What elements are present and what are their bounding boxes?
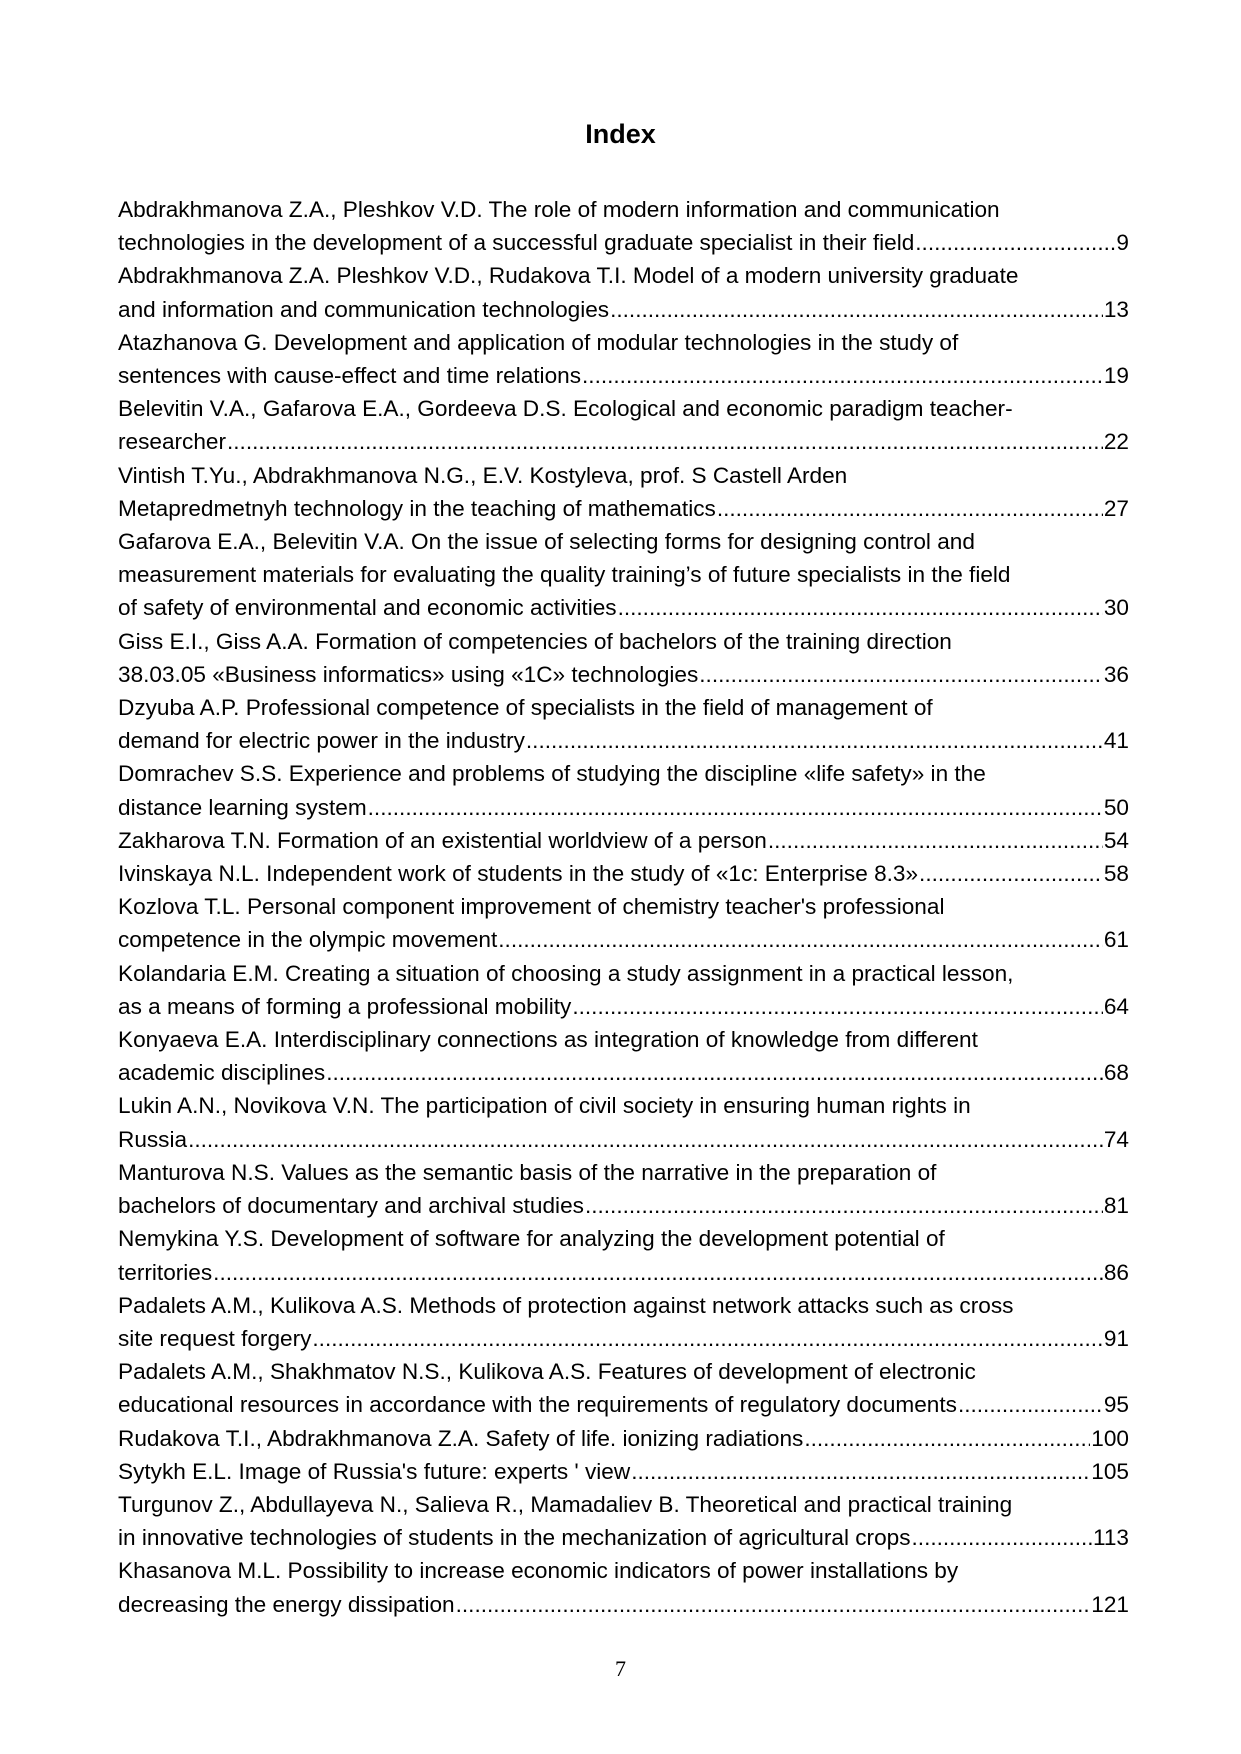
index-entry-line: measurement materials for evaluating the quality training’s of future specialists in the field (118, 562, 1011, 588)
index-entry-page: 9 (1116, 230, 1129, 256)
index-entry-text: decreasing the energy dissipation (118, 1591, 455, 1617)
index-entry-text: of safety of environmental and economic activities (118, 595, 617, 621)
dot-leader (919, 857, 1103, 890)
index-entry (118, 757, 1129, 823)
index-entry (118, 857, 1129, 890)
index-entry-text: Russia (118, 1126, 188, 1152)
index-entry-last-line (118, 1056, 1129, 1089)
index-entry (118, 890, 1129, 956)
index-entry-line: Belevitin V.A., Gafarova E.A., Gordeeva D.S. Ecological and economic paradigm teacher- (118, 396, 1013, 422)
index-entry (118, 1488, 1129, 1554)
dot-leader (213, 1256, 1103, 1289)
index-entry (118, 392, 1129, 458)
index-entry-line: Padalets A.M., Shakhmatov N.S., Kulikova A.S. Features of development of electronic (118, 1359, 976, 1385)
dot-leader (572, 990, 1103, 1023)
index-entry-last-line (118, 226, 1129, 259)
index-entry-line: Kolandaria E.M. Creating a situation of choosing a study assignment in a practical lesson, (118, 960, 1014, 986)
index-entry-page: 41 (1103, 728, 1129, 754)
index-entry-page: 81 (1103, 1193, 1129, 1219)
index-entry-text: educational resources in accordance with the requirements of regulatory documents (118, 1392, 957, 1418)
index-entry-last-line (118, 1189, 1129, 1222)
index-entry (118, 1023, 1129, 1089)
index-entry-page: 61 (1103, 927, 1129, 953)
index-entry-last-line (118, 1521, 1129, 1554)
index-entry-page: 113 (1092, 1525, 1129, 1551)
index-entry-line: Abdrakhmanova Z.A., Pleshkov V.D. The role of modern information and communication (118, 197, 1000, 222)
index-entry-text: technologies in the development of a successful graduate specialist in their field (118, 230, 915, 256)
index-entry-text: distance learning system (118, 794, 367, 820)
index-entry-text: site request forgery (118, 1325, 312, 1351)
index-entry-page: 91 (1103, 1325, 1129, 1351)
index-entry (118, 259, 1129, 325)
index-entry-line: Manturova N.S. Values as the semantic basis of the narrative in the preparation of (118, 1159, 937, 1185)
index-entry-line: Gafarova E.A., Belevitin V.A. On the issue of selecting forms for designing control and (118, 529, 975, 555)
index-entry-page: 64 (1103, 993, 1129, 1019)
dot-leader (326, 1056, 1103, 1089)
index-entry (118, 1422, 1129, 1455)
index-entry-last-line (118, 591, 1129, 624)
index-entry-page: 74 (1103, 1126, 1129, 1152)
index-entry-line: Turgunov Z., Abdullayeva N., Salieva R., Mamadaliev B. Theoretical and practical training (118, 1491, 1013, 1517)
index-entry-text: Zakharova T.N. Formation of an existential worldview of a person (118, 827, 767, 853)
index-entry-line: Padalets A.M., Kulikova A.S. Methods of protection against network attacks such as cross (118, 1292, 1014, 1318)
index-entry (118, 193, 1129, 259)
dot-leader (699, 658, 1103, 691)
index-entry-text: Rudakova T.I., Abdrakhmanova Z.A. Safety of life. ionizing radiations (118, 1425, 804, 1451)
index-entry-text: 38.03.05 «Business informatics» using «1C» technologies (118, 661, 699, 687)
index-entry (118, 1156, 1129, 1222)
index-entry-line: Lukin A.N., Novikova V.N. The participation of civil society in ensuring human rights in (118, 1093, 971, 1119)
index-entry-page: 95 (1103, 1392, 1129, 1418)
index-entry-page: 105 (1091, 1458, 1129, 1484)
index-entry-text: academic disciplines (118, 1060, 326, 1086)
index-entry (118, 525, 1129, 625)
index-entry-last-line (118, 1455, 1129, 1488)
index-entry-line: Konyaeva E.A. Interdisciplinary connections as integration of knowledge from different (118, 1027, 978, 1053)
dot-leader (958, 1388, 1103, 1421)
index-entry-last-line (118, 293, 1129, 326)
index-entry-line: Vintish T.Yu., Abdrakhmanova N.G., E.V. Kostyleva, prof. S Castell Arden (118, 462, 848, 488)
index-entry-line: Giss E.I., Giss A.A. Formation of competencies of bachelors of the training direction (118, 628, 952, 654)
dot-leader (585, 1189, 1103, 1222)
index-entry-text: Metapredmetnyh technology in the teaching of mathematics (118, 495, 716, 521)
index-entry-text: competence in the olympic movement (118, 927, 498, 953)
index-entry (118, 691, 1129, 757)
index-entry-line: Kozlova T.L. Personal component improvement of chemistry teacher's professional (118, 894, 945, 920)
index-entry-text: demand for electric power in the industry (118, 728, 525, 754)
index-entry-last-line (118, 990, 1129, 1023)
index-entry-page: 36 (1103, 661, 1129, 687)
index-entry-text: bachelors of documentary and archival studies (118, 1193, 584, 1219)
index-entry-line: Domrachev S.S. Experience and problems of studying the discipline «life safety» in the (118, 761, 986, 787)
index-entry (118, 1089, 1129, 1155)
index-entry-text: as a means of forming a professional mobility (118, 993, 572, 1019)
index-entry-last-line (118, 791, 1129, 824)
index-entry-line: Atazhanova G. Development and application of modular technologies in the study of (118, 329, 959, 355)
index-entry (118, 326, 1129, 392)
index-entry-last-line (118, 658, 1129, 691)
dot-leader (498, 923, 1103, 956)
index-entry-last-line (118, 1322, 1129, 1355)
index-entry-page: 13 (1103, 296, 1129, 322)
index-entry-page: 50 (1103, 794, 1129, 820)
index-entry (118, 1355, 1129, 1421)
index-entry-text: researcher (118, 429, 226, 455)
dot-leader (915, 226, 1115, 259)
index-entry-last-line (118, 857, 1129, 890)
index-entry-line: Abdrakhmanova Z.A. Pleshkov V.D., Rudakova T.I. Model of a modern university graduate (118, 263, 1019, 289)
index-entry-last-line (118, 923, 1129, 956)
dot-leader (912, 1521, 1092, 1554)
index-entry-last-line (118, 1588, 1129, 1621)
page-title: Index (585, 119, 656, 149)
dot-leader (312, 1322, 1102, 1355)
index-entry-page: 54 (1103, 827, 1129, 853)
index-entry-text: Sytykh E.L. Image of Russia's future: experts ' view (118, 1458, 631, 1484)
dot-leader (526, 724, 1103, 757)
index-entry-last-line (118, 1123, 1129, 1156)
index-entry (118, 625, 1129, 691)
index-list (118, 193, 1129, 1621)
index-entry-last-line (118, 359, 1129, 392)
index-entry-last-line (118, 1388, 1129, 1421)
index-entry (118, 1222, 1129, 1288)
index-entry-last-line (118, 724, 1129, 757)
dot-leader (768, 824, 1103, 857)
index-entry-page: 30 (1103, 595, 1129, 621)
index-entry-last-line (118, 492, 1129, 525)
index-entry-page: 100 (1091, 1425, 1129, 1451)
index-entry (118, 1455, 1129, 1488)
dot-leader (227, 425, 1103, 458)
dot-leader (631, 1455, 1090, 1488)
dot-leader (610, 293, 1103, 326)
dot-leader (804, 1422, 1090, 1455)
index-entry-text: territories (118, 1259, 213, 1285)
index-entry-last-line (118, 1422, 1129, 1455)
index-entry-page: 27 (1103, 495, 1129, 521)
index-entry (118, 1289, 1129, 1355)
dot-leader (456, 1588, 1091, 1621)
index-entry (118, 957, 1129, 1023)
index-entry (118, 459, 1129, 525)
dot-leader (717, 492, 1103, 525)
dot-leader (368, 791, 1103, 824)
dot-leader (582, 359, 1103, 392)
dot-leader (188, 1123, 1103, 1156)
index-entry-page: 68 (1103, 1060, 1129, 1086)
index-entry-text: in innovative technologies of students in the mechanization of agricultural crops (118, 1525, 911, 1551)
index-entry (118, 824, 1129, 857)
index-entry-page: 19 (1103, 363, 1129, 389)
index-entry-line: Khasanova M.L. Possibility to increase economic indicators of power installations by (118, 1558, 959, 1584)
index-entry-last-line (118, 824, 1129, 857)
index-entry-text: and information and communication technologies (118, 296, 610, 322)
index-entry-page: 121 (1091, 1591, 1129, 1617)
index-entry-text: sentences with cause-effect and time relations (118, 363, 582, 389)
index-entry-last-line (118, 425, 1129, 458)
index-entry-page: 22 (1103, 429, 1129, 455)
index-entry-page: 86 (1103, 1259, 1129, 1285)
index-entry-line: Dzyuba A.P. Professional competence of specialists in the field of management of (118, 695, 933, 721)
index-entry-page: 58 (1103, 861, 1129, 887)
dot-leader (618, 591, 1103, 624)
index-entry (118, 1554, 1129, 1620)
page-number: 7 (615, 1656, 626, 1681)
index-entry-line: Nemykina Y.S. Development of software for analyzing the development potential of (118, 1226, 945, 1252)
index-entry-text: Ivinskaya N.L. Independent work of students in the study of «1c: Enterprise 8.3» (118, 861, 919, 887)
index-entry-last-line (118, 1256, 1129, 1289)
